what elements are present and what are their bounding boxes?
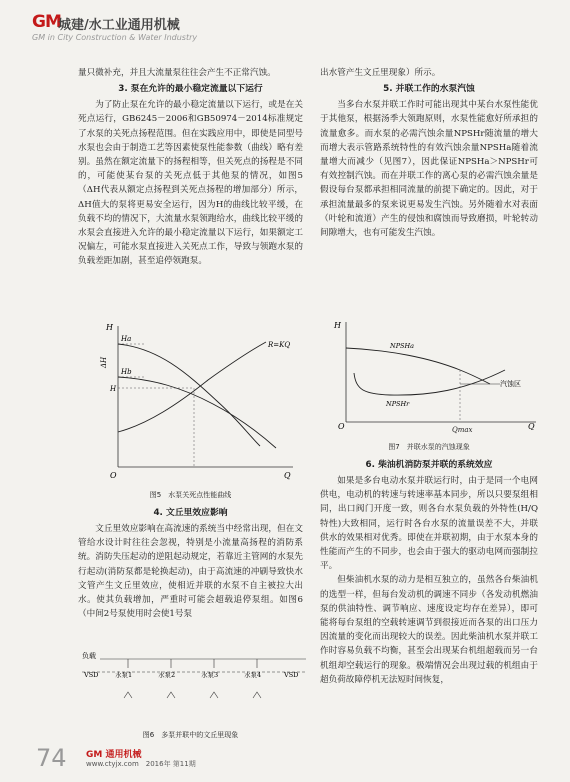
figure-5-diagram bbox=[98, 322, 298, 482]
section-heading: 6. 柴油机消防泵并联的系统效应 bbox=[365, 460, 493, 470]
header-subtitle: GM in City Construction & Water Industry bbox=[32, 33, 198, 42]
pump-2-label: 水泵2 bbox=[158, 671, 176, 679]
left-column-lower bbox=[78, 504, 303, 621]
right-column bbox=[320, 66, 538, 240]
paragraph: 但柴油机水泵的动力是相互独立的，虽然各台柴油机的选型一样，但每台发动机的调速不同步（各发动机燃油泵的供油特性、调节响应、速度设定均存在差异），即可能将每台泵组的空载转速调节到很接近而各泵的出口压力因流量的变化而出现较大的误差。因此柴油机水泵并联工作时容易负载不均衡，甚至会出现某台机组超载而另一台机组却空载运行的现象。极端情况会出现过载的机组由于超负荷故障停机无法短时间恢复， bbox=[320, 575, 538, 685]
paragraph: 为了防止泵在允许的最小稳定流量以下运行，或是在关死点运行，GB6245－2006和GB50974－2014标准规定了水泵的关死点扬程范围。但在实践应用中，即使是同型号水泵也会由于制造工艺等因素使泵性能参数（曲线）略有差别。虽然在额定流量下的扬程相等，但关死点的扬程是不同的，可能使某台泵的关死点低于其他泵的情况，如图5（ΔH代表从额定点扬程到关死点扬程的增加部分）所示，ΔH值大的泵将更易安全运行，因为H的曲线比较平缓，在负载不均的情况下，大流量水泵领跑给水，曲线比较平缓的水泵会直接进入允许的最小稳定流量以下运行，如果额定工况偏左，可能水泵直接进入关死点工作，导致与领跑水泵的负载差距加剧，甚至追停领跑泵。 bbox=[78, 100, 303, 267]
page-header bbox=[0, 0, 570, 56]
load-label: 负载 bbox=[82, 652, 96, 660]
paragraph: 文丘里效应影响在高流速的系统当中经常出现，但在文管给水设计时往往会忽视，特别是小流量高扬程的消防系统。消防失压起动的逆阻起动规定，若靠近主管网的水泵先行起动(消防泵都是轮换起动)，由于高流速的冲刷导致快水文管产生文丘里效应，使相近并联的水泵不自主被拉大出水。使其负载增加，严重时可能会超载追停泵组。如图6（中间2号泵使用时会使1号泵 bbox=[78, 524, 303, 620]
vsd-label-right: VSD bbox=[284, 671, 299, 679]
axis-label-q: Q bbox=[284, 471, 291, 480]
footer-logo: GM 通用机械 bbox=[86, 750, 142, 760]
section-heading: 4. 文丘里效应影响 bbox=[153, 508, 228, 518]
label-npshr: NPSHr bbox=[386, 400, 410, 408]
axis-label-q: Q bbox=[528, 422, 535, 430]
gm-logo: GM bbox=[32, 12, 61, 32]
footer-url: www.ctyjx.com 2016年 第11期 bbox=[86, 760, 196, 768]
origin-label: O bbox=[338, 422, 345, 430]
figure-7 bbox=[330, 318, 540, 430]
label-npsha: NPSHa bbox=[390, 342, 415, 350]
label-hb: Hb bbox=[121, 368, 132, 376]
left-column bbox=[78, 66, 303, 269]
curve-system bbox=[118, 342, 266, 432]
pump-1-label: 水泵1 bbox=[115, 671, 133, 679]
curve-npsha bbox=[346, 348, 490, 384]
label-qmax: Qmax bbox=[452, 426, 473, 434]
paragraph: 出水管产生文丘里现象）所示。 bbox=[320, 68, 441, 78]
page-footer bbox=[20, 744, 560, 774]
figure-6 bbox=[78, 648, 308, 710]
paragraph: 量只微补充，并且大流量泵往往会产生不正常汽蚀。 bbox=[78, 68, 276, 78]
page-number: 74 bbox=[36, 744, 67, 772]
section-heading: 5. 并联工作的水泵汽蚀 bbox=[383, 84, 475, 95]
origin-label: O bbox=[110, 471, 117, 480]
label-ha: Ha bbox=[121, 335, 132, 343]
figure-7-diagram bbox=[330, 318, 540, 430]
label-cavitation-zone: 汽蚀区 bbox=[500, 380, 521, 388]
figure-6-caption: 图6 多泵并联中的文丘里现象 bbox=[142, 731, 239, 739]
vsd-label-left: VSD bbox=[84, 671, 99, 679]
label-delta-h: ΔH bbox=[100, 356, 108, 368]
figure-5-caption: 图5 水泵关死点性能曲线 bbox=[149, 491, 232, 499]
header-title: 城建/水工业通用机械 bbox=[58, 18, 180, 33]
pump-3-label: 水泵3 bbox=[201, 671, 219, 679]
axis-label-h: H bbox=[334, 321, 341, 330]
paragraph: 如果是多台电动水泵并联运行时，由于是同一个电网供电，电动机的转速与转速率基本同步，所以只要泵组相同，出口阀门开度一致，则各台水泵负载的外特性(H/Q特性)大致相同，运行时各台水泵的流量误差不大，并联供水的效果相对优秀。即使在并联初期，由于水泵本身的性能而产生的不同步，也会由于强大的驱动电网而强制拉平。 bbox=[320, 476, 538, 572]
section-heading: 3. 泵在允许的最小稳定流量以下运行 bbox=[118, 84, 263, 95]
label-h-rated: H bbox=[110, 385, 117, 393]
figure-7-caption: 图7 并联水泵的汽蚀现象 bbox=[388, 443, 470, 451]
figure-6-diagram bbox=[78, 648, 308, 710]
figure-5 bbox=[98, 322, 298, 482]
label-rkq: R=KQ bbox=[268, 341, 291, 349]
pump-4-label: 水泵4 bbox=[244, 671, 262, 679]
right-column-lower bbox=[320, 456, 538, 687]
axis-label-h: H bbox=[106, 323, 113, 332]
paragraph: 当多台水泵并联工作时可能出现其中某台水泵性能优于其他泵，根据汤季大领跑原则，水泵性能愈好所承担的流量愈多。而水泵的必需汽蚀余量NPSHr随流量的增大而增大表示管路系统特性的有效汽蚀余量NPSHa随着流量增大而减少（见图7），因此保证NPSHa＞NPSHr可有效控制汽蚀。而在并联工作的离心泵的必需汽蚀余量是假设每台泵都承担相同流量的前提下确定的。因此，对于承担流量最多的泵来说更易发生汽蚀。另外随着水对表面（叶轮和流道）产生的侵蚀和腐蚀而导致磨损，叶轮转动间隙增大，也有可能发生汽蚀。 bbox=[320, 100, 538, 239]
curve-npshr bbox=[354, 370, 505, 395]
